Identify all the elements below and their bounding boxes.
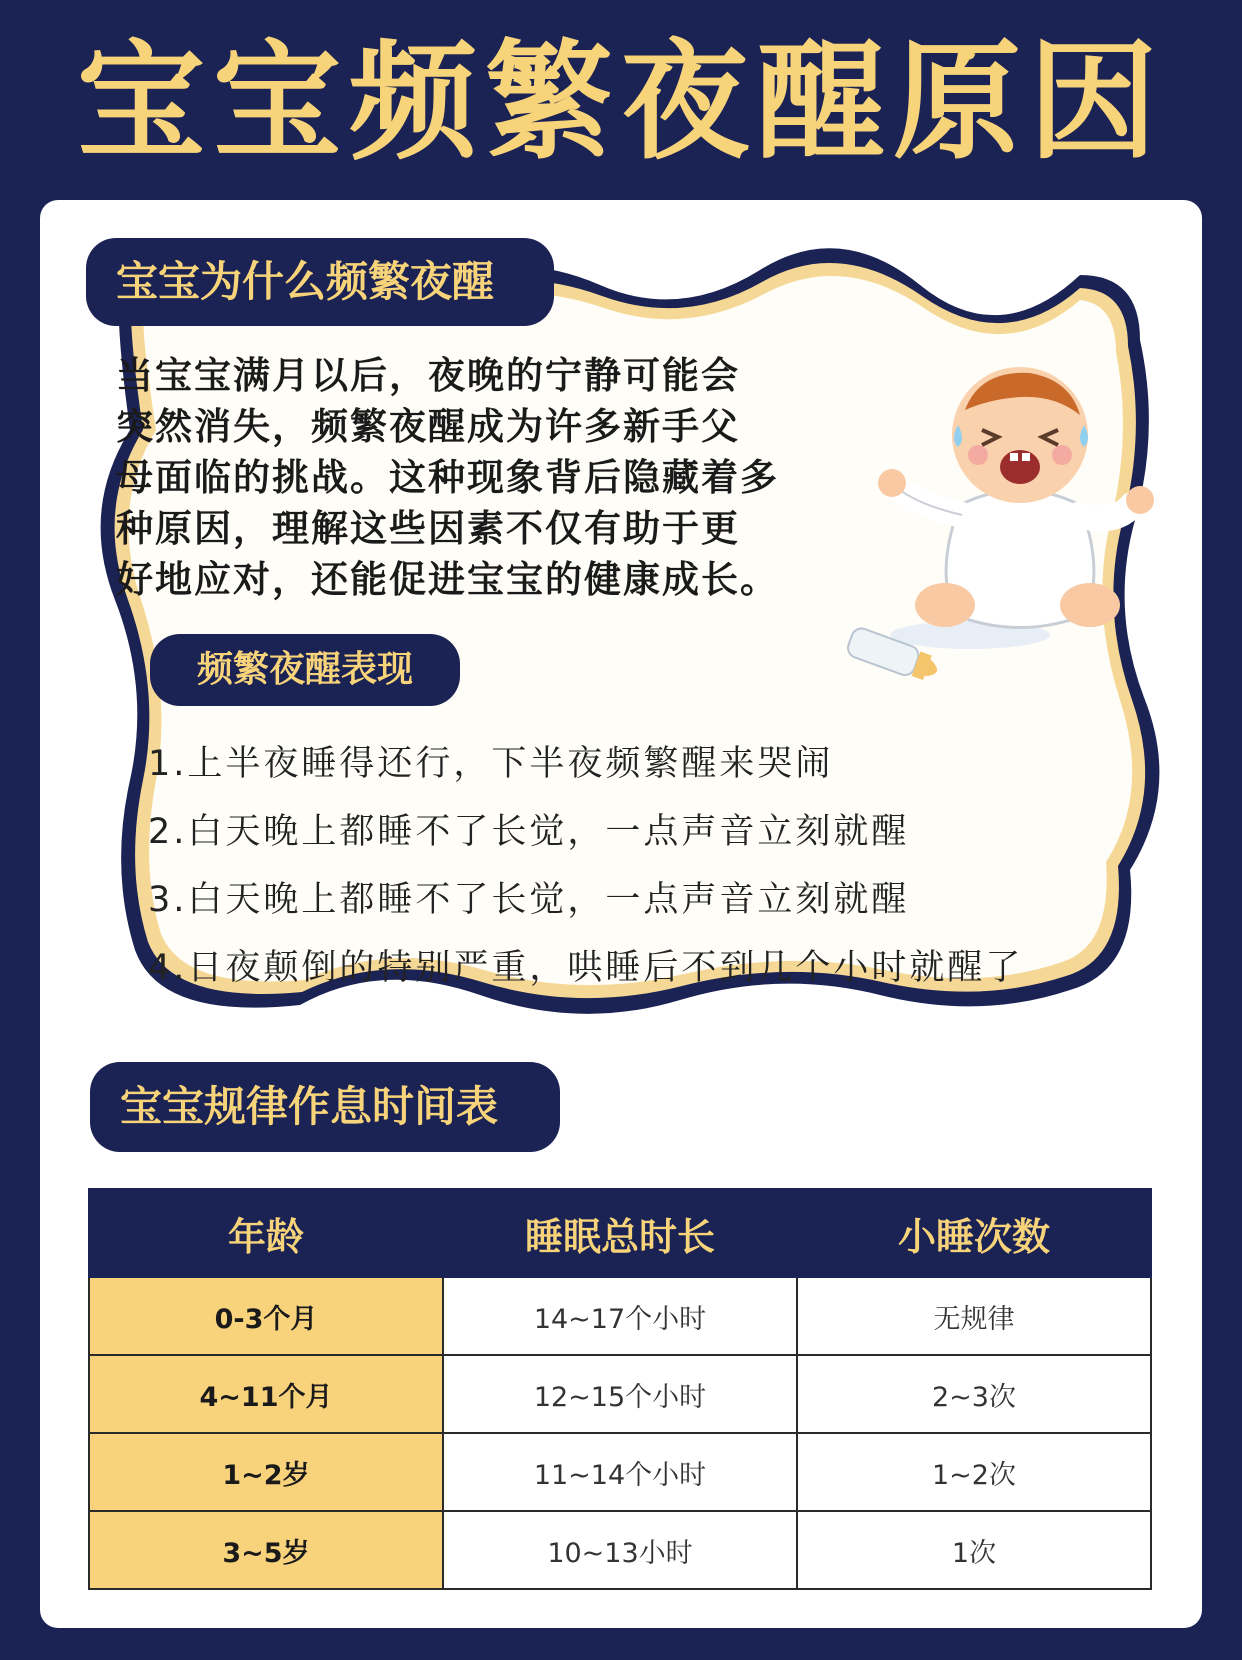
cell-age: 4~11个月 bbox=[89, 1355, 443, 1433]
cell-total-sleep: 10~13小时 bbox=[443, 1511, 797, 1589]
heading-symptoms: 频繁夜醒表现 bbox=[150, 634, 460, 706]
intro-line: 好地应对，还能促进宝宝的健康成长。 bbox=[116, 558, 779, 601]
table-row bbox=[89, 1433, 1151, 1511]
cell-age: 3~5岁 bbox=[89, 1511, 443, 1589]
list-item: 3.白天晚上都睡不了长觉，一点声音立刻就醒 bbox=[148, 880, 910, 920]
table-header-row bbox=[89, 1189, 1151, 1277]
intro-line: 母面临的挑战。这种现象背后隐藏着多 bbox=[116, 456, 779, 499]
column-header-age: 年龄 bbox=[89, 1189, 443, 1277]
table-row bbox=[89, 1511, 1151, 1589]
list-item: 4.日夜颠倒的特别严重，哄睡后不到几个小时就醒了 bbox=[148, 948, 1024, 988]
schedule-table bbox=[88, 1188, 1152, 1590]
intro-line: 当宝宝满月以后，夜晚的宁静可能会 bbox=[116, 354, 740, 397]
heading-schedule: 宝宝规律作息时间表 bbox=[90, 1062, 560, 1152]
intro-line: 种原因，理解这些因素不仅有助于更 bbox=[116, 507, 740, 550]
cell-naps: 2~3次 bbox=[797, 1355, 1151, 1433]
symptom-list bbox=[148, 730, 1108, 1002]
cell-total-sleep: 12~15个小时 bbox=[443, 1355, 797, 1433]
list-item: 1.上半夜睡得还行，下半夜频繁醒来哭闹 bbox=[148, 744, 834, 784]
cell-age: 1~2岁 bbox=[89, 1433, 443, 1511]
milk-bottle-icon bbox=[838, 620, 958, 690]
intro-line: 突然消失，频繁夜醒成为许多新手父 bbox=[116, 405, 740, 448]
content-card bbox=[40, 200, 1202, 1628]
cell-naps: 1次 bbox=[797, 1511, 1151, 1589]
table-row bbox=[89, 1355, 1151, 1433]
cell-naps: 1~2次 bbox=[797, 1433, 1151, 1511]
heading-why: 宝宝为什么频繁夜醒 bbox=[86, 238, 554, 326]
list-item: 2.白天晚上都睡不了长觉，一点声音立刻就醒 bbox=[148, 812, 910, 852]
column-header-total-sleep: 睡眠总时长 bbox=[443, 1189, 797, 1277]
column-header-naps: 小睡次数 bbox=[797, 1189, 1151, 1277]
intro-paragraph bbox=[116, 350, 856, 605]
cell-age: 0-3个月 bbox=[89, 1277, 443, 1355]
cell-naps: 无规律 bbox=[797, 1277, 1151, 1355]
cell-total-sleep: 14~17个小时 bbox=[443, 1277, 797, 1355]
crying-baby-illustration bbox=[870, 355, 1170, 655]
page-title: 宝宝频繁夜醒原因 bbox=[76, 28, 1165, 177]
table-row bbox=[89, 1277, 1151, 1355]
cell-total-sleep: 11~14个小时 bbox=[443, 1433, 797, 1511]
